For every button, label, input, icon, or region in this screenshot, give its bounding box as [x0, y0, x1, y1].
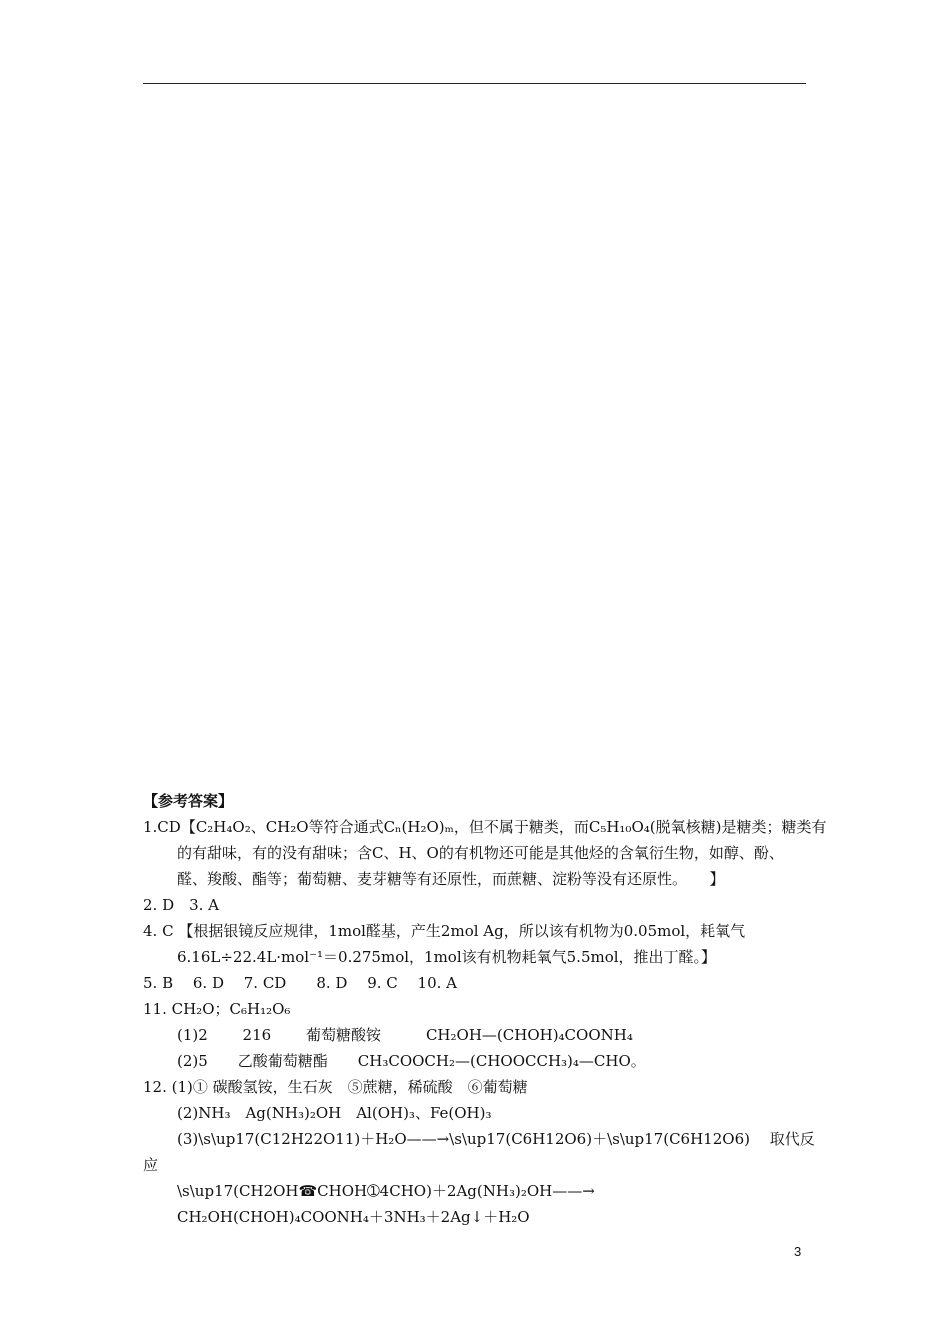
answer-heading: 【参考答案】: [143, 792, 234, 810]
answer-line-11-1: (1)2 216 葡萄糖酸铵 CH₂OH—(CHOH)₄COONH₄: [177, 1026, 633, 1044]
answer-line-2-3: 2. D 3. A: [143, 896, 220, 914]
answer-line-1-cont-b: 醛、羧酸、酯等；葡萄糖、麦芽糖等有还原性，而蔗糖、淀粉等没有还原性。 】: [177, 870, 725, 888]
answer-section: [143, 788, 827, 1230]
answer-line-5-10: 5. B 6. D 7. CD 8. D 9. C 10. A: [143, 974, 457, 992]
answer-line-12-3-wrap: 应: [143, 1156, 159, 1174]
page-number: 3: [794, 1244, 802, 1259]
answer-line-12-3: (3)\s\up17(C12H22O11)＋H₂O——→\s\up17(C6H12O6)＋\s\up17(C6H12O6) 取代反: [177, 1130, 815, 1148]
answer-line-12-2: (2)NH₃ Ag(NH₃)₂OH Al(OH)₃、Fe(OH)₃: [177, 1104, 492, 1122]
answer-line-4-cont: 6.16L÷22.4L·mol⁻¹＝0.275mol，1mol该有机物耗氧气5.5mol，推出丁醛。】: [177, 948, 717, 966]
answer-line-4: 4. C 【根据银镜反应规律，1mol醛基，产生2mol Ag，所以该有机物为0.05mol，耗氧气: [143, 922, 746, 940]
answer-line-11-2: (2)5 乙酸葡萄糖酯 CH₃COOCH₂—(CHOOCCH₃)₄—CHO。: [177, 1052, 646, 1070]
answer-line-1-cont-a: 的有甜味，有的没有甜味；含C、H、O的有机物还可能是其他烃的含氧衍生物，如醇、酚、: [177, 844, 784, 862]
answer-line-12: 12. (1)① 碳酸氢铵，生石灰 ⑤蔗糖，稀硫酸 ⑥葡萄糖: [143, 1078, 528, 1096]
answer-line-1: 1.CD【C₂H₄O₂、CH₂O等符合通式Cₙ(H₂O)ₘ，但不属于糖类，而C₅H₁₀O₄(脱氧核糖)是糖类；糖类有: [143, 818, 827, 836]
answer-line-11: 11. CH₂O；C₆H₁₂O₆: [143, 1000, 291, 1018]
header-rule: [143, 83, 806, 84]
answer-line-12-eq2: CH₂OH(CHOH)₄COONH₄＋3NH₃＋2Ag↓＋H₂O: [177, 1208, 530, 1226]
answer-line-12-eq1: \s\up17(CH2OH☎CHOH➀4CHO)＋2Ag(NH₃)₂OH——→: [177, 1182, 595, 1200]
